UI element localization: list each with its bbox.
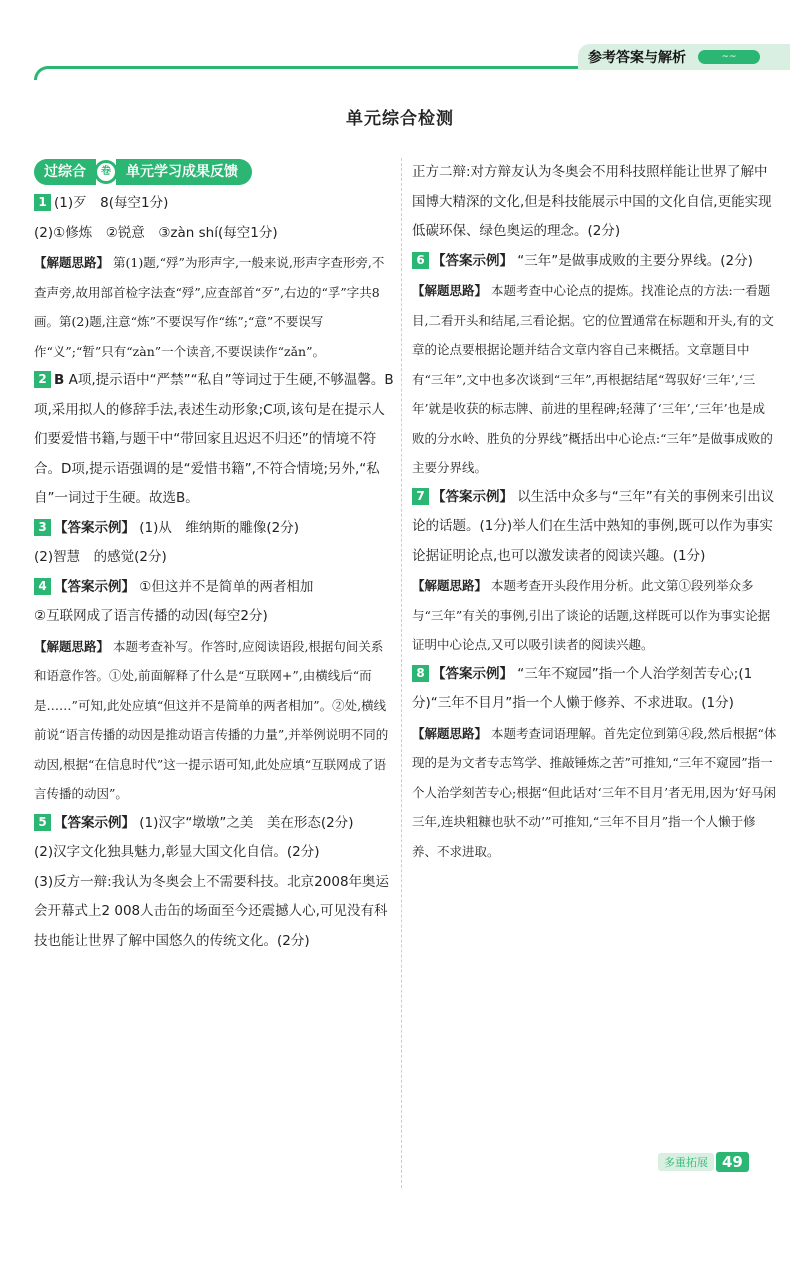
header-title: 参考答案与解析	[588, 50, 686, 66]
q6-answer: 6 【答案示例】 “三年”是做事成败的主要分界线。(2分)	[412, 247, 777, 277]
header-decoration: ~~	[698, 50, 760, 64]
q1-answer: 1 (1)歹 8(每空1分)	[34, 189, 394, 219]
header-tab	[578, 44, 790, 70]
q7-answer: 7 【答案示例】 以生活中众多与“三年”有关的事例来引出议论的话题。(1分)举人们在生活中熟知的事例,既可以作为事实论据证明论点,也可以激发读者的阅读兴趣。(1分)	[412, 488, 775, 564]
q4-answer-2: ②互联网成了语言传播的动因(每空2分)	[34, 608, 268, 624]
q8-answer: 8 【答案示例】 “三年不窥园”指一个人治学刻苦专心;(1分)“三年不目月”指一个人懒于修养、不求进取。(1分)	[412, 665, 753, 711]
q7-analysis: 【解题思路】 本题考查开头段作用分析。此文第①段列举众多与“三年”有关的事例,引出了谈论的话题,这样既可以作为事实论据证明中心论点,又可以吸引读者的阅读兴趣。	[412, 578, 771, 652]
right-column	[412, 158, 777, 866]
section-bar-right: 单元学习成果反馈	[116, 159, 252, 185]
question-number: 8	[412, 665, 429, 682]
section-badge-icon: 卷	[94, 160, 118, 184]
left-column	[34, 158, 394, 956]
page-title: 单元综合检测	[346, 109, 454, 129]
page-footer	[658, 1152, 749, 1172]
question-number: 5	[34, 814, 51, 831]
q4-analysis: 【解题思路】 本题考查补写。作答时,应阅读语段,根据句间关系和语意作答。①处,前面解释了什么是“互联网+”,由横线后“而是……”可知,此处应填“但这并不是简单的两者相加”。②处,横线前说“语言传播的动因是推动语言传播的力量”,并举例说明不同的动因,根据“在信息时代”这一提示语可知,此处应填“互联网成了语言传播的动因”。	[34, 638, 389, 801]
section-bar-left: 过综合	[34, 159, 96, 185]
section-bar	[34, 158, 394, 186]
question-number: 2	[34, 371, 51, 388]
q8-analysis: 【解题思路】 本题考查词语理解。首先定位到第④段,然后根据“体现的是为文者专志笃学、推敲锤炼之苦”可推知,“三年不窥园”指一个人治学刻苦专心;根据“但此话对‘三年不目月’者无用,因为‘好马闲三年,连块粗糠也驮不动’”可推知,“三年不目月”指一个人懒于修养、不求进取。	[412, 725, 777, 859]
q5-answer-3: (3)反方一辩:我认为冬奥会上不需要科技。北京2008年奥运会开幕式上2 008人击缶的场面至今还震撼人心,可见没有科技也能让世界了解中国悠久的传统文化。(2分)	[34, 873, 390, 949]
question-number: 7	[412, 488, 429, 505]
q1-analysis: 【解题思路】 第(1)题,“殍”为形声字,一般来说,形声字查形旁,不查声旁,故用部首检字法查“殍”,应查部首“歹”,右边的“孚”字共8画。第(2)题,注意“炼”不要误写作“练”;“意”不要误写作“义”;“暂”只有“zàn”一个读音,不要误读作“zǎn”。	[34, 255, 385, 359]
q5-answer-2: (2)汉字文化独具魅力,彰显大国文化自信。(2分)	[34, 844, 320, 860]
footer-tag: 多重拓展	[658, 1153, 714, 1171]
q5-answer-4: 正方二辩:对方辩友认为冬奥会不用科技照样能让世界了解中国博大精深的文化,但是科技能展示中国的文化自信,更能实现低碳环保、绿色奥运的理念。(2分)	[412, 164, 772, 239]
q3-answer: 3 【答案示例】 (1)从 维纳斯的雕像(2分)	[34, 514, 394, 544]
q5-answer: 5 【答案示例】 (1)汉字“墩墩”之美 美在形态(2分)	[34, 809, 394, 839]
q3-answer-2: (2)智慧 的感觉(2分)	[34, 549, 167, 565]
q2-answer: 2 B A项,提示语中“严禁”“私自”等词过于生硬,不够温馨。B项,采用拟人的修辞手法,表述生动形象;C项,该句是在提示人们要爱惜书籍,与题干中“带回家且迟迟不归还”的情境不符合。D项,提示语强调的是“爱惜书籍”,不符合情境;另外,“私自”一词过于生硬。故选B。	[34, 372, 394, 506]
column-divider	[401, 158, 402, 1188]
question-number: 4	[34, 578, 51, 595]
q6-analysis: 【解题思路】 本题考查中心论点的提炼。找准论点的方法:一看题目,二看开头和结尾,三看论据。它的位置通常在标题和开头,有的文章的论点要根据论题并结合文章内容自己来概括。文章题目中有“三年”,文中也多次谈到“三年”,再根据结尾“驾驭好‘三年’,‘三年’就是收获的标志牌、前进的里程碑;轻薄了‘三年’,‘三年’也是成败的分水岭、胜负的分界线”概括出中心论点:“三年”是做事成败的主要分界线。	[412, 283, 774, 475]
page-number: 49	[716, 1152, 749, 1172]
question-number: 3	[34, 519, 51, 536]
q4-answer: 4 【答案示例】 ①但这并不是简单的两者相加	[34, 573, 394, 603]
q1-answer-2: (2)①修炼 ②锐意 ③zàn shí(每空1分)	[34, 224, 278, 241]
question-number: 1	[34, 194, 51, 211]
question-number: 6	[412, 252, 429, 269]
